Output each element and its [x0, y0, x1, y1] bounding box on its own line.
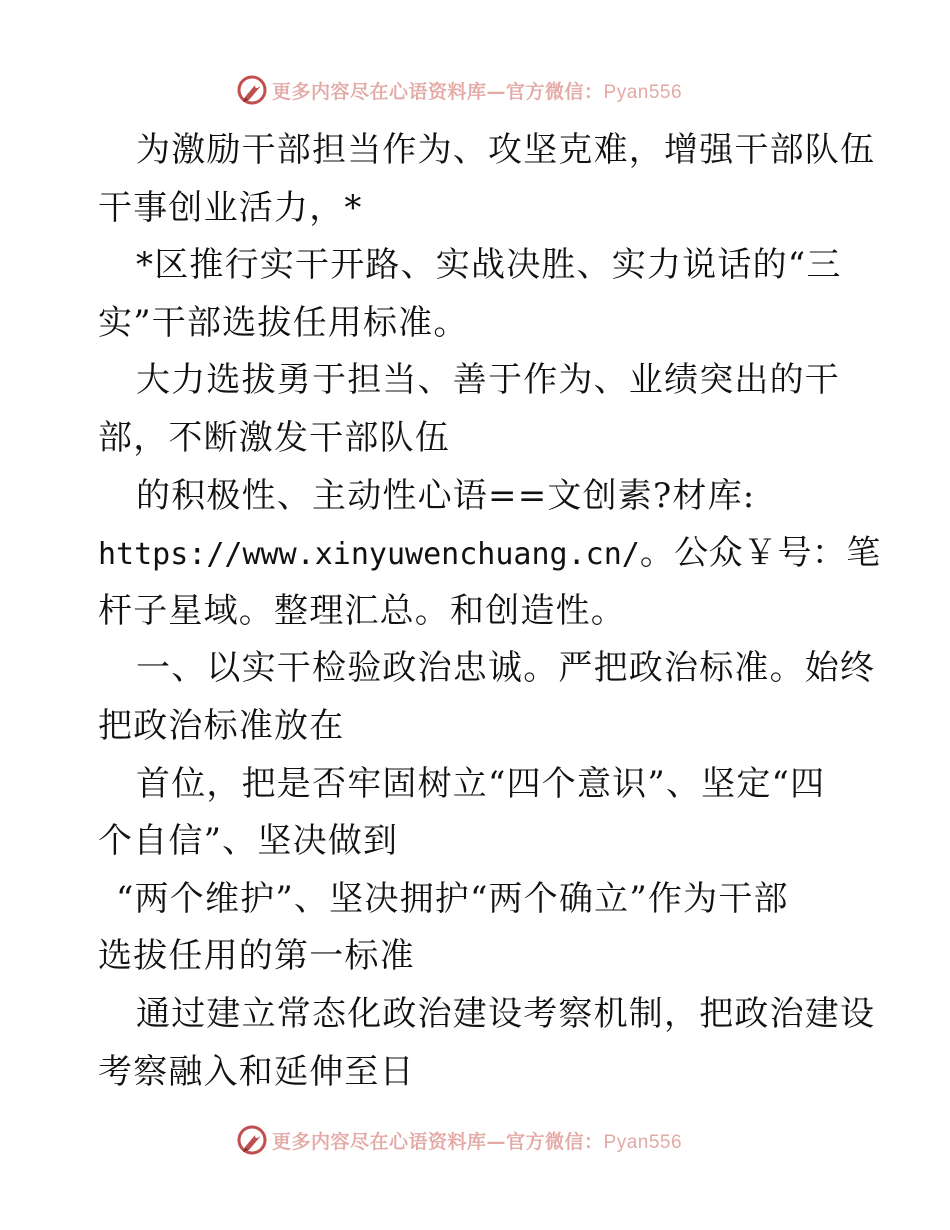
text-line: 一、以实干检验政治忠诚。严把政治标准。始终	[136, 648, 876, 689]
text-line	[98, 525, 881, 583]
text-line: 个自信”、坚决做到	[98, 821, 399, 862]
text-line: 杆子星域。整理汇总。和创造性。	[98, 590, 626, 631]
text-line: 把政治标准放在	[98, 705, 345, 746]
text-line: 考察融入和延伸至日	[98, 1051, 415, 1092]
header-watermark	[236, 72, 716, 108]
text-segment: 。公众￥号：笔	[639, 533, 881, 574]
text-line: 部，不断激发干部队伍	[98, 417, 450, 458]
text-line: 选拔任用的第一标准	[98, 936, 415, 977]
pen-logo-icon	[236, 74, 268, 106]
text-line: “两个维护”、坚决拥护“两个确立”作为干部	[116, 878, 789, 919]
text-line: 实”干部选拔任用标准。	[98, 302, 469, 343]
footer-watermark	[236, 1122, 716, 1158]
pen-logo-icon	[236, 1124, 268, 1156]
text-line: 为激励干部担当作为、攻坚克难，增强干部队伍	[136, 130, 876, 170]
footer-watermark-text: 更多内容尽在心语资料库—官方微信：Pyan556	[272, 1130, 683, 1153]
text-line: 的积极性、主动性心语==文创素?材库:	[136, 475, 756, 516]
text-line: 首位，把是否牢固树立“四个意识”、坚定“四	[136, 763, 826, 804]
header-watermark-text: 更多内容尽在心语资料库—官方微信：Pyan556	[272, 80, 683, 103]
website-link[interactable]: https://www.xinyuwenchuang.cn/	[98, 537, 640, 573]
text-line: 通过建立常态化政治建设考察机制，把政治建设	[136, 993, 876, 1034]
text-line: 大力选拔勇于担当、善于作为、业绩突出的干	[136, 360, 840, 401]
text-line: 干事创业活力，*	[98, 187, 363, 228]
body-text	[98, 122, 881, 1101]
text-line: *区推行实干开路、实战决胜、实力说话的“三	[136, 245, 842, 286]
